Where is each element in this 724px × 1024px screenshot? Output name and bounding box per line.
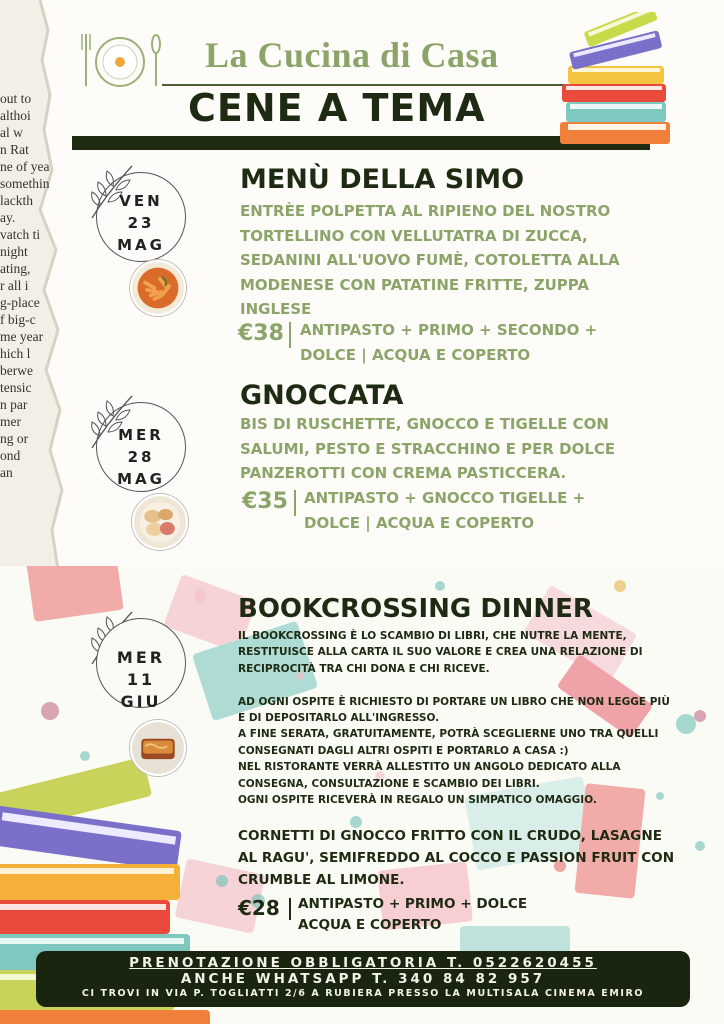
menu-line: SALUMI, PESTO E STRACCHINO E PER DOLCE xyxy=(240,439,616,458)
description-line: RECIPROCITÀ TRA CHI DONA E CHI RICEVE. xyxy=(238,662,490,675)
newspaper-text: out to althoi al w n Rat ne of yea somethin lackth ay. vatch ti night ating, r all i g-place f big-c me year hich l berwe tensic n par mer ng or ond an xyxy=(0,91,50,480)
event-title: GNOCCATA xyxy=(240,380,404,411)
menu-line: CRUMBLE AL LIMONE. xyxy=(238,872,405,888)
price-line: ANTIPASTO + PRIMO + SECONDO + xyxy=(300,321,598,339)
price-line: DOLCE | ACQUA E COPERTO xyxy=(304,514,535,532)
price-line: ACQUA E COPERTO xyxy=(298,917,442,933)
event-date-number: 23 xyxy=(127,214,155,232)
description-line: A FINE SERATA, GRATUITAMENTE, POTRÀ SCEGLIERNE UNO TRA QUELLI xyxy=(238,728,659,741)
book-stack-icon xyxy=(552,12,682,152)
event-price: €35 xyxy=(242,489,288,514)
description-line: AD OGNI OSPITE È RICHIESTO DI PORTARE UN LIBRO CHE NON LEGGE PIÙ xyxy=(238,695,670,708)
event-month: GIU xyxy=(120,692,162,711)
description-line: CONSEGNA, CONSULTAZIONE E SCAMBIO DEI LIBRI. xyxy=(238,777,540,790)
gnocco-dish-image xyxy=(132,494,188,550)
description-line xyxy=(238,677,670,693)
event-title: MENÙ DELLA SIMO xyxy=(240,164,525,195)
description-line: E DI DEPOSITARLO ALL'INGRESSO. xyxy=(238,712,440,725)
event-title: BOOKCROSSING DINNER xyxy=(238,594,593,624)
menu-line: MODENESE CON PATATINE FRITTE, ZUPPA xyxy=(240,275,590,294)
event-month: MAG xyxy=(117,236,165,254)
price-line: ANTIPASTO + PRIMO + DOLCE xyxy=(298,896,528,912)
price-description xyxy=(304,486,585,536)
plate-egg-icon xyxy=(78,30,168,90)
event-day: MER xyxy=(118,426,164,444)
booking-phone-text: PRENOTAZIONE OBBLIGATORIA T. 0522620455 xyxy=(129,955,597,971)
event-date-number: 28 xyxy=(127,448,155,466)
price-separator xyxy=(294,490,296,516)
menu-line: INGLESE xyxy=(240,300,312,318)
event-day: MER xyxy=(116,648,166,667)
menu-line: TORTELLINO CON VELLUTATRA DI ZUCCA, xyxy=(240,226,588,245)
price-description xyxy=(300,318,597,368)
event-price: €38 xyxy=(238,321,284,346)
menu-line: ENTRÈE POLPETTA AL RIPIENO DEL NOSTRO xyxy=(240,202,611,220)
event-menu xyxy=(240,199,620,322)
menu-line: CORNETTI DI GNOCCO FRITTO CON IL CRUDO, LASAGNE xyxy=(238,828,663,844)
event-menu xyxy=(238,825,674,891)
event-price: €28 xyxy=(238,896,280,920)
event-description xyxy=(238,628,670,808)
description-line: OGNI OSPITE RICEVERÀ IN REGALO UN SIMPATICO OMAGGIO. xyxy=(238,794,597,807)
menu-line: PANZEROTTI CON CREMA PASTICCERA. xyxy=(240,464,567,482)
address: CI TROVI IN VIA P. TOGLIATTI 2/6 A RUBIERA PRESSO LA MULTISALA CINEMA EMIRO xyxy=(81,988,645,999)
event-date-number: 11 xyxy=(126,670,156,689)
brand-name: La Cucina di Casa xyxy=(205,35,499,75)
description-line: IL BOOKCROSSING È LO SCAMBIO DI LIBRI, CHE NUTRE LA MENTE, xyxy=(238,630,627,642)
description-line: CONSEGNATI DAGLI ALTRI OSPITI E PORTARLO A CASA :) xyxy=(238,744,569,757)
lasagna-dish-image xyxy=(130,720,186,776)
event-day: VEN xyxy=(119,192,163,210)
pasta-dish-image xyxy=(130,260,186,316)
booking-footer xyxy=(36,951,690,1007)
description-line: NEL RISTORANTE VERRÀ ALLESTITO UN ANGOLO DEDICATO ALLA xyxy=(238,761,621,774)
menu-line: AL RAGU', SEMIFREDDO AL COCCO E PASSION FRUIT CON xyxy=(238,850,675,866)
menu-line: SEDANINI ALL'UOVO FUMÈ, COTOLETTA ALLA xyxy=(240,251,620,269)
page-title: CENE A TEMA xyxy=(188,86,486,130)
price-line: DOLCE | ACQUA E COPERTO xyxy=(300,346,531,364)
booking-phone xyxy=(36,955,690,971)
price-separator xyxy=(289,898,291,920)
event-month: MAG xyxy=(117,470,165,488)
menu-line: BIS DI RUSCHETTE, GNOCCO E TIGELLE CON xyxy=(240,415,609,433)
whatsapp-phone: ANCHE WHATSAPP T. 340 84 82 957 xyxy=(180,971,546,987)
price-description xyxy=(298,894,527,936)
price-separator xyxy=(289,322,291,348)
price-line: ANTIPASTO + GNOCCO TIGELLE + xyxy=(304,489,586,507)
event-menu xyxy=(240,412,615,486)
description-line: RESTITUISCE ALLA CARTA IL SUO VALORE E CREA UNA RELAZIONE DI xyxy=(238,646,643,659)
